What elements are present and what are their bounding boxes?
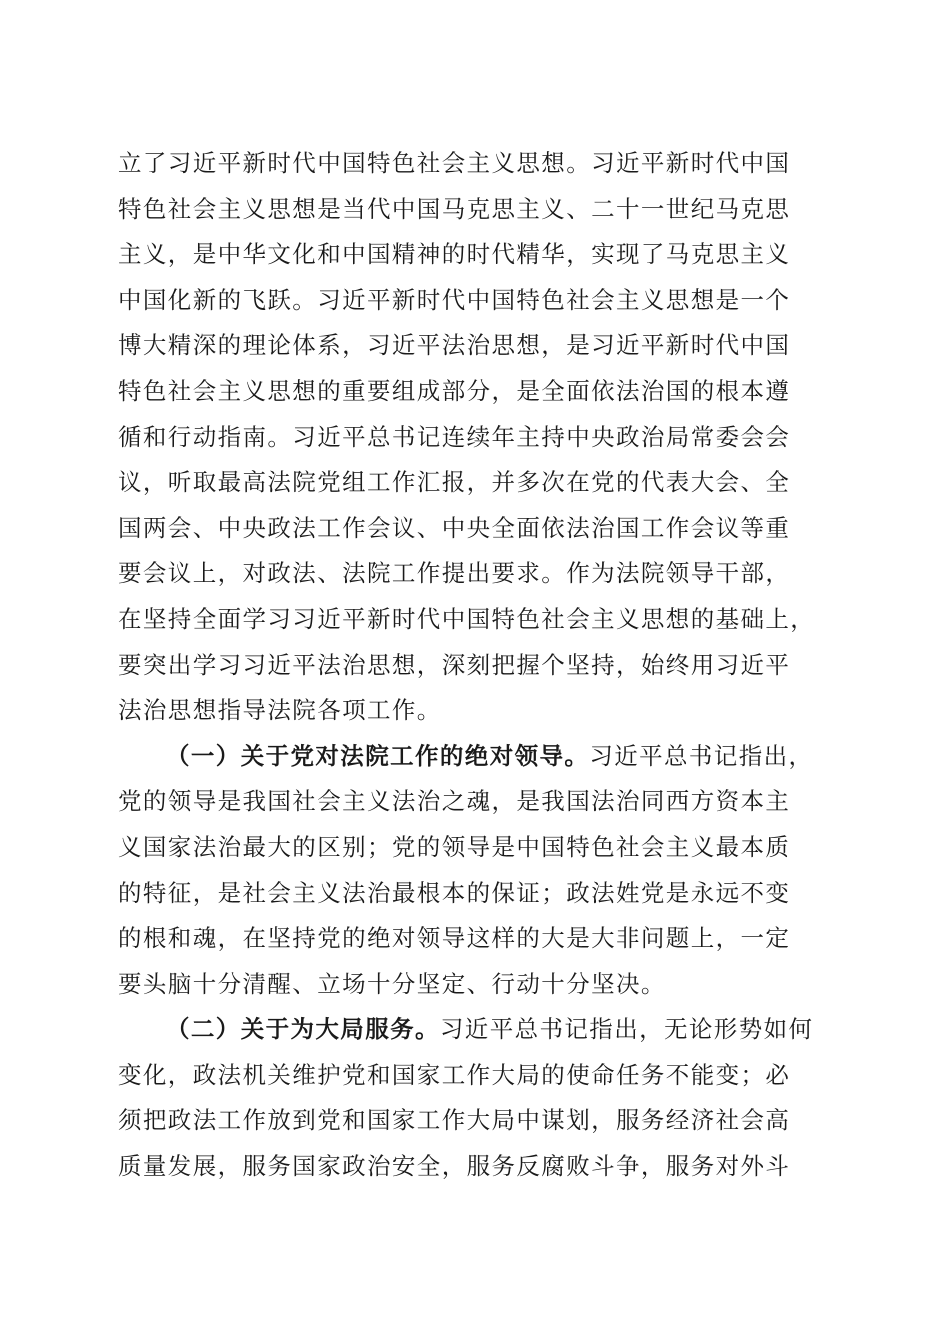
section-two bbox=[118, 1007, 838, 1189]
section-one bbox=[118, 734, 838, 1008]
text-line: 特色社会主义思想是当代中国马克思主义、二十一世纪马克思 bbox=[118, 194, 791, 223]
text-line: 须把政法工作放到党和国家工作大局中谋划，服务经济社会高 bbox=[118, 1106, 791, 1135]
text-line: 的特征，是社会主义法治最根本的保证；政法姓党是永远不变 bbox=[118, 878, 791, 907]
text-line: 的根和魂，在坚持党的绝对领导这样的大是大非问题上，一定 bbox=[118, 924, 791, 953]
text-span: 习近平总书记指出， bbox=[589, 741, 814, 770]
text-line: 质量发展，服务国家政治安全，服务反腐败斗争，服务对外斗 bbox=[118, 1152, 791, 1181]
text-line: 博大精深的理论体系，习近平法治思想，是习近平新时代中国 bbox=[118, 331, 791, 360]
section-first-line bbox=[118, 1007, 838, 1053]
text-line: 主义，是中华文化和中国精神的时代精华，实现了马克思主义 bbox=[118, 240, 791, 269]
text-line: 中国化新的飞跃。习近平新时代中国特色社会主义思想是一个 bbox=[118, 285, 791, 314]
text-line: 变化，政法机关维护党和国家工作大局的使命任务不能变；必 bbox=[118, 1060, 791, 1089]
section-heading: （一）关于党对法院工作的绝对领导。 bbox=[166, 741, 590, 770]
section-first-line bbox=[118, 734, 838, 780]
text-line: 立了习近平新时代中国特色社会主义思想。习近平新时代中国 bbox=[118, 149, 791, 177]
text-span: 习近平总书记指出，无论形势如何 bbox=[439, 1015, 814, 1044]
text-line: 法治思想指导法院各项工作。 bbox=[118, 696, 442, 725]
text-line: 要头脑十分清醒、立场十分坚定、行动十分坚决。 bbox=[118, 969, 666, 998]
text-line: 特色社会主义思想的重要组成部分，是全面依法治国的根本遵 bbox=[118, 376, 791, 405]
text-line: 义国家法治最大的区别；党的领导是中国特色社会主义最本质 bbox=[118, 832, 791, 861]
text-line: 要突出学习习近平法治思想，深刻把握个坚持，始终用习近平 bbox=[118, 650, 791, 679]
text-line: 国两会、中央政法工作会议、中央全面依法治国工作会议等重 bbox=[118, 513, 791, 542]
text-line: 循和行动指南。习近平总书记连续年主持中央政治局常委会会 bbox=[118, 422, 791, 451]
text-line: 要会议上，对政法、法院工作提出要求。作为法院领导干部， bbox=[118, 559, 791, 588]
text-line: 在坚持全面学习习近平新时代中国特色社会主义思想的基础上， bbox=[118, 604, 816, 633]
paragraph-intro bbox=[118, 141, 838, 734]
text-line: 议，听取最高法院党组工作汇报，并多次在党的代表大会、全 bbox=[118, 468, 791, 497]
section-heading: （二）关于为大局服务。 bbox=[166, 1015, 440, 1044]
document-body bbox=[118, 141, 838, 1190]
text-line: 党的领导是我国社会主义法治之魂，是我国法治同西方资本主 bbox=[118, 787, 791, 816]
